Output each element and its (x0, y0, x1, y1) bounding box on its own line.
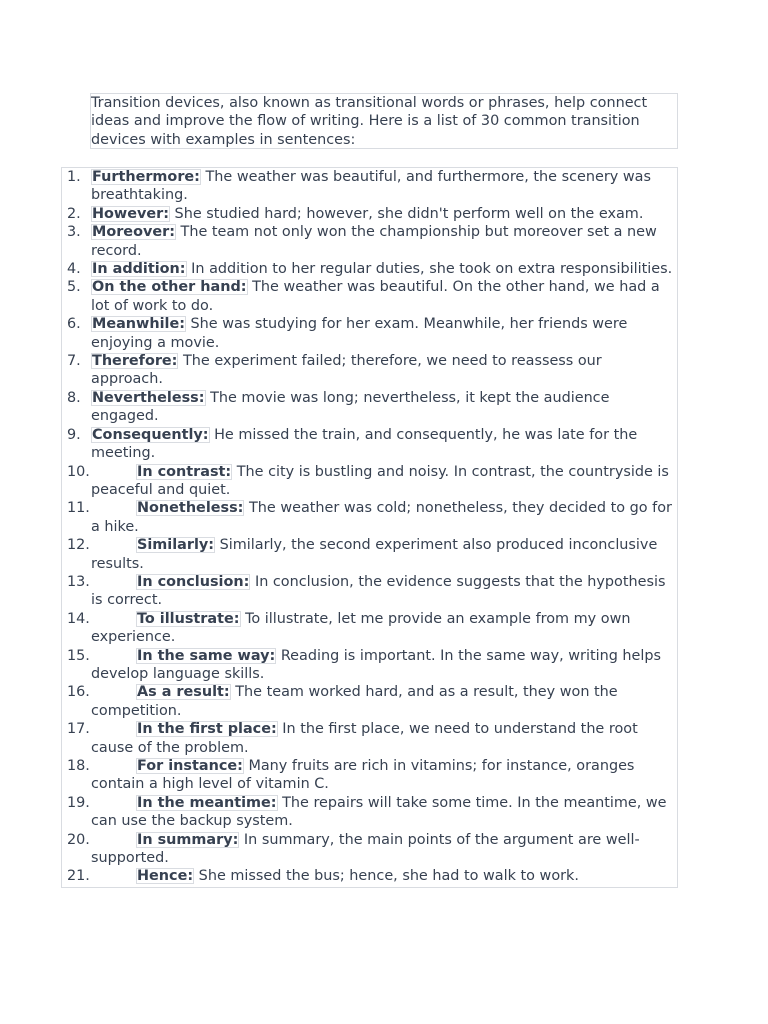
item-number: 7. (67, 353, 81, 370)
item-number: 21. (67, 868, 90, 885)
item-term: In the meantime: (137, 794, 277, 811)
item-number: 10. (67, 463, 90, 480)
item-term: Nevertheless: (92, 389, 205, 406)
list-item (62, 278, 677, 315)
item-term: Furthermore: (92, 169, 200, 185)
item-text: Reading is important. In the same way, writing helps develop language skills. (91, 647, 662, 682)
item-term: In conclusion: (137, 573, 250, 590)
item-term: On the other hand: (92, 279, 247, 296)
item-text: In addition to her regular duties, she took on extra responsibilities. (186, 261, 673, 278)
item-number: 8. (67, 389, 81, 406)
item-term: In addition: (92, 261, 186, 278)
item-number: 12. (67, 537, 90, 554)
list-item (62, 389, 677, 426)
item-number: 5. (67, 279, 81, 296)
item-number: 19. (67, 794, 90, 811)
list-item (62, 647, 677, 684)
item-term: Similarly: (137, 537, 215, 554)
item-text: The experiment failed; therefore, we need to reassess our approach. (91, 353, 602, 388)
list-item (62, 168, 677, 205)
item-term: In the same way: (137, 647, 276, 664)
list-item (62, 426, 677, 463)
item-term: Consequently: (92, 426, 209, 443)
list-item (62, 794, 677, 831)
item-text: The weather was cold; nonetheless, they decided to go for a hike. (91, 500, 672, 535)
list-item (62, 867, 677, 885)
list-item (62, 223, 677, 260)
item-text: To illustrate, let me provide an example from my own experience. (91, 610, 631, 646)
item-number: 20. (67, 831, 90, 848)
list-item (62, 205, 677, 223)
item-text: In summary, the main points of the argument are well-supported. (91, 831, 640, 867)
item-term: In the first place: (137, 721, 277, 738)
item-number: 15. (67, 647, 90, 664)
item-number: 17. (67, 721, 90, 738)
item-text: She missed the bus; hence, she had to walk to work. (194, 868, 579, 885)
item-number: 2. (67, 205, 81, 222)
list-item (62, 315, 677, 352)
list-item (62, 260, 677, 278)
list-item (62, 463, 677, 500)
item-text: The city is bustling and noisy. In contrast, the countryside is peaceful and quiet. (91, 463, 669, 498)
list-item (62, 536, 677, 573)
item-text: The team not only won the championship but moreover set a new record. (91, 224, 657, 259)
item-term: Hence: (137, 868, 194, 885)
list-item (62, 683, 677, 720)
item-text: The weather was beautiful. On the other hand, we had a lot of work to do. (91, 279, 660, 314)
item-number: 4. (67, 261, 81, 278)
item-text: She studied hard; however, she didn't perform well on the exam. (169, 205, 644, 222)
item-term: For instance: (137, 758, 243, 774)
list-item (62, 610, 677, 647)
item-term: Moreover: (92, 224, 175, 241)
item-term: In contrast: (137, 463, 232, 480)
item-number: 1. (67, 169, 81, 185)
item-text: In the first place, we need to understand the root cause of the problem. (91, 721, 638, 756)
item-text: The repairs will take some time. In the meantime, we can use the backup system. (91, 794, 667, 830)
item-number: 9. (67, 426, 81, 443)
item-term: In summary: (137, 831, 239, 848)
item-number: 3. (67, 224, 81, 241)
item-number: 13. (67, 573, 90, 590)
item-text: He missed the train, and consequently, he was late for the meeting. (91, 426, 638, 462)
list-item (62, 757, 677, 794)
list-item (62, 720, 677, 757)
item-text: The team worked hard, and as a result, they won the competition. (91, 684, 618, 719)
item-term: However: (92, 205, 169, 222)
list-item (62, 831, 677, 868)
item-term: Meanwhile: (92, 316, 185, 333)
item-text: In conclusion, the evidence suggests that the hypothesis is correct. (91, 573, 666, 609)
item-number: 11. (67, 500, 90, 517)
item-text: Many fruits are rich in vitamins; for instance, oranges contain a high level of vitamin C. (91, 758, 635, 793)
item-term: Nonetheless: (137, 500, 244, 517)
item-text: She was studying for her exam. Meanwhile, her friends were enjoying a movie. (91, 316, 628, 351)
list-item (62, 573, 677, 610)
item-text: The movie was long; nevertheless, it kept the audience engaged. (91, 389, 610, 425)
item-number: 6. (67, 316, 81, 333)
list-item (62, 352, 677, 389)
item-number: 16. (67, 684, 90, 701)
item-text: The weather was beautiful, and furthermore, the scenery was breathtaking. (91, 169, 651, 204)
intro-paragraph: Transition devices, also known as transitional words or phrases, help connect ideas and improve the flow of writing. Here is a list of 30 common transition devices with examples in sentences: (90, 93, 678, 149)
item-term: To illustrate: (137, 610, 240, 627)
item-term: As a result: (137, 684, 230, 701)
list-item (62, 499, 677, 536)
item-term: Therefore: (92, 353, 178, 370)
item-text: Similarly, the second experiment also produced inconclusive results. (91, 537, 658, 572)
transition-list (61, 167, 678, 888)
item-number: 14. (67, 610, 90, 627)
item-number: 18. (67, 758, 90, 774)
